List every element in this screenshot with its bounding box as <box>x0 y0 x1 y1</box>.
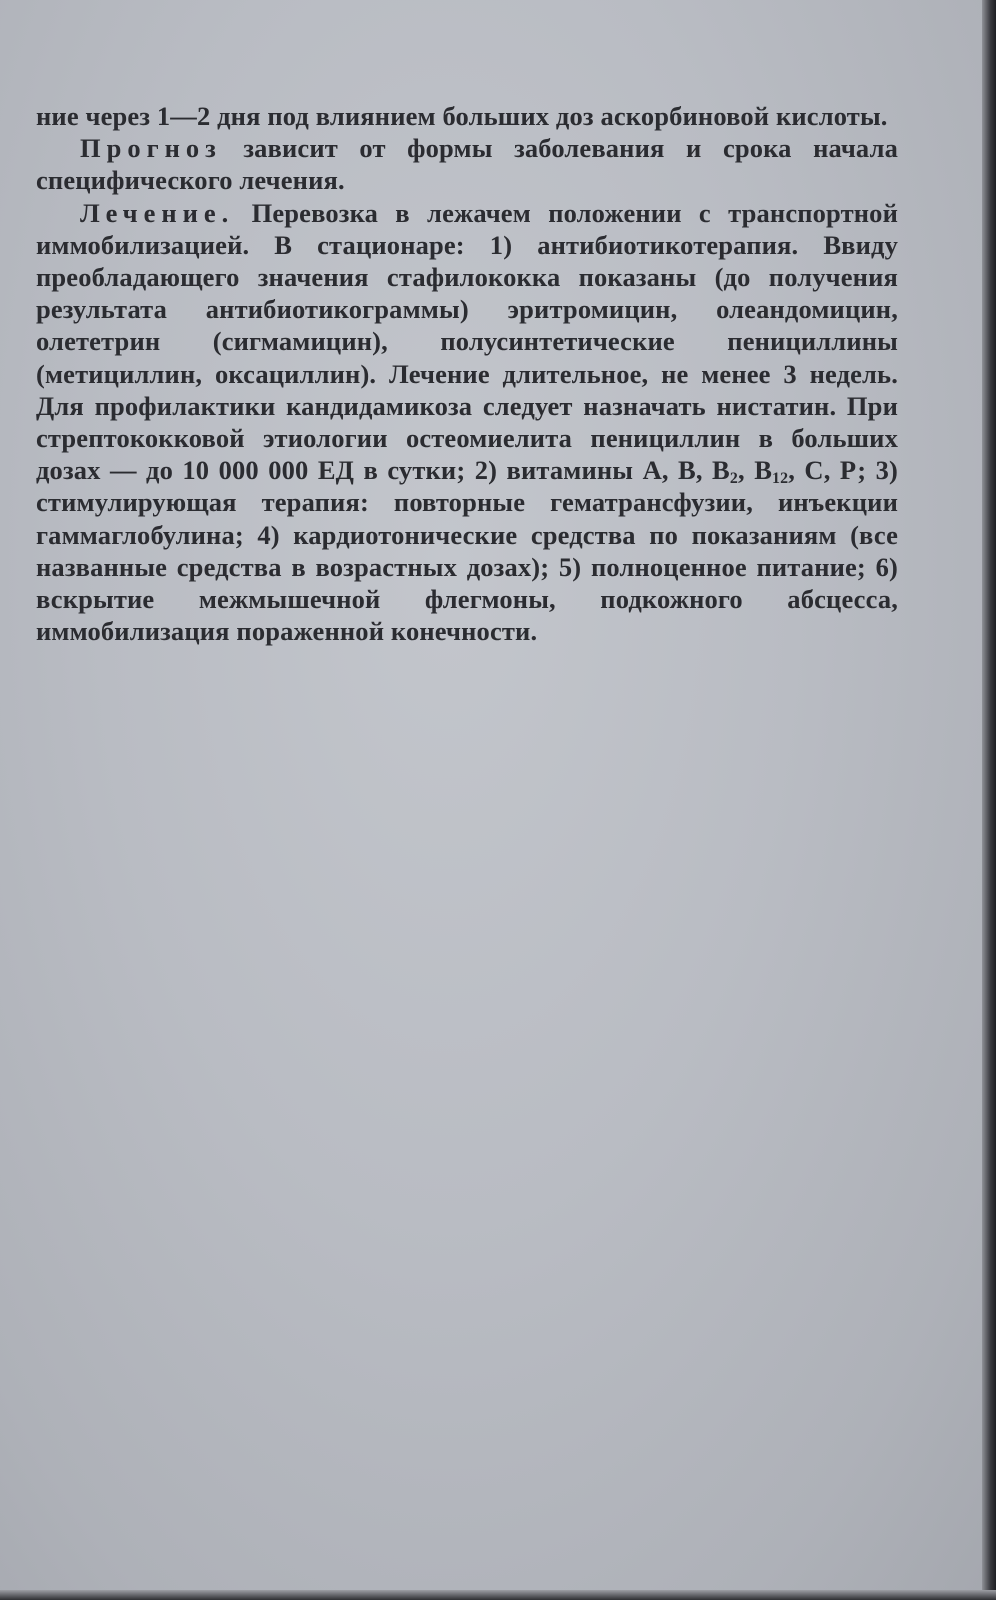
vitamin-b-subscript-1: 2 <box>729 470 738 488</box>
vitamin-b-subscript-2: 12 <box>772 470 789 488</box>
treatment-text-part-2: , В <box>738 455 773 486</box>
prognosis-text: зависит от формы заболевания и срока начала специфического лечения. <box>36 133 898 196</box>
page-edge-shadow <box>982 0 996 1600</box>
treatment-text-part-3: , С, Р; 3) стимулирующая терапия: повторные гематрансфузии, инъекции гаммаглобулина; 4) кардиотонические средства по показаниям (все названные средства в возрастных дозах); 5) полноценное питание; 6) вскрытие межмышечной флегмоны, подкожного абсцесса, иммобилизация пораженной конечности. <box>36 455 898 647</box>
prognosis-heading: Прогноз <box>80 133 222 164</box>
treatment-heading: Лечение. <box>80 197 235 228</box>
page-text <box>36 100 898 647</box>
treatment-text-part-1: Перевозка в лежачем положении с транспортной иммобилизацией. В стационаре: 1) антибиотикотерапия. Ввиду преобладающего значения стафилококка показаны (до получения результата антибиотикограммы) эритромицин, олеандомицин, олететрин (сигмамицин), полусинтетические пенициллины (метициллин, оксациллин). Лечение длительное, не менее 3 недель. Для профилактики кандидамикоза следует назначать нистатин. При стрептококковой этиологии остеомиелита пенициллин в больших дозах — до 10 000 000 ЕД в сутки; 2) витамины А, В, В <box>36 197 898 486</box>
paragraph-continuation: ние через 1—2 дня под влиянием больших доз аскорбиновой кислоты. <box>36 101 888 131</box>
page-bottom-shadow <box>0 1590 996 1600</box>
paragraph-prognosis <box>36 132 898 196</box>
paragraph-treatment <box>36 197 898 648</box>
